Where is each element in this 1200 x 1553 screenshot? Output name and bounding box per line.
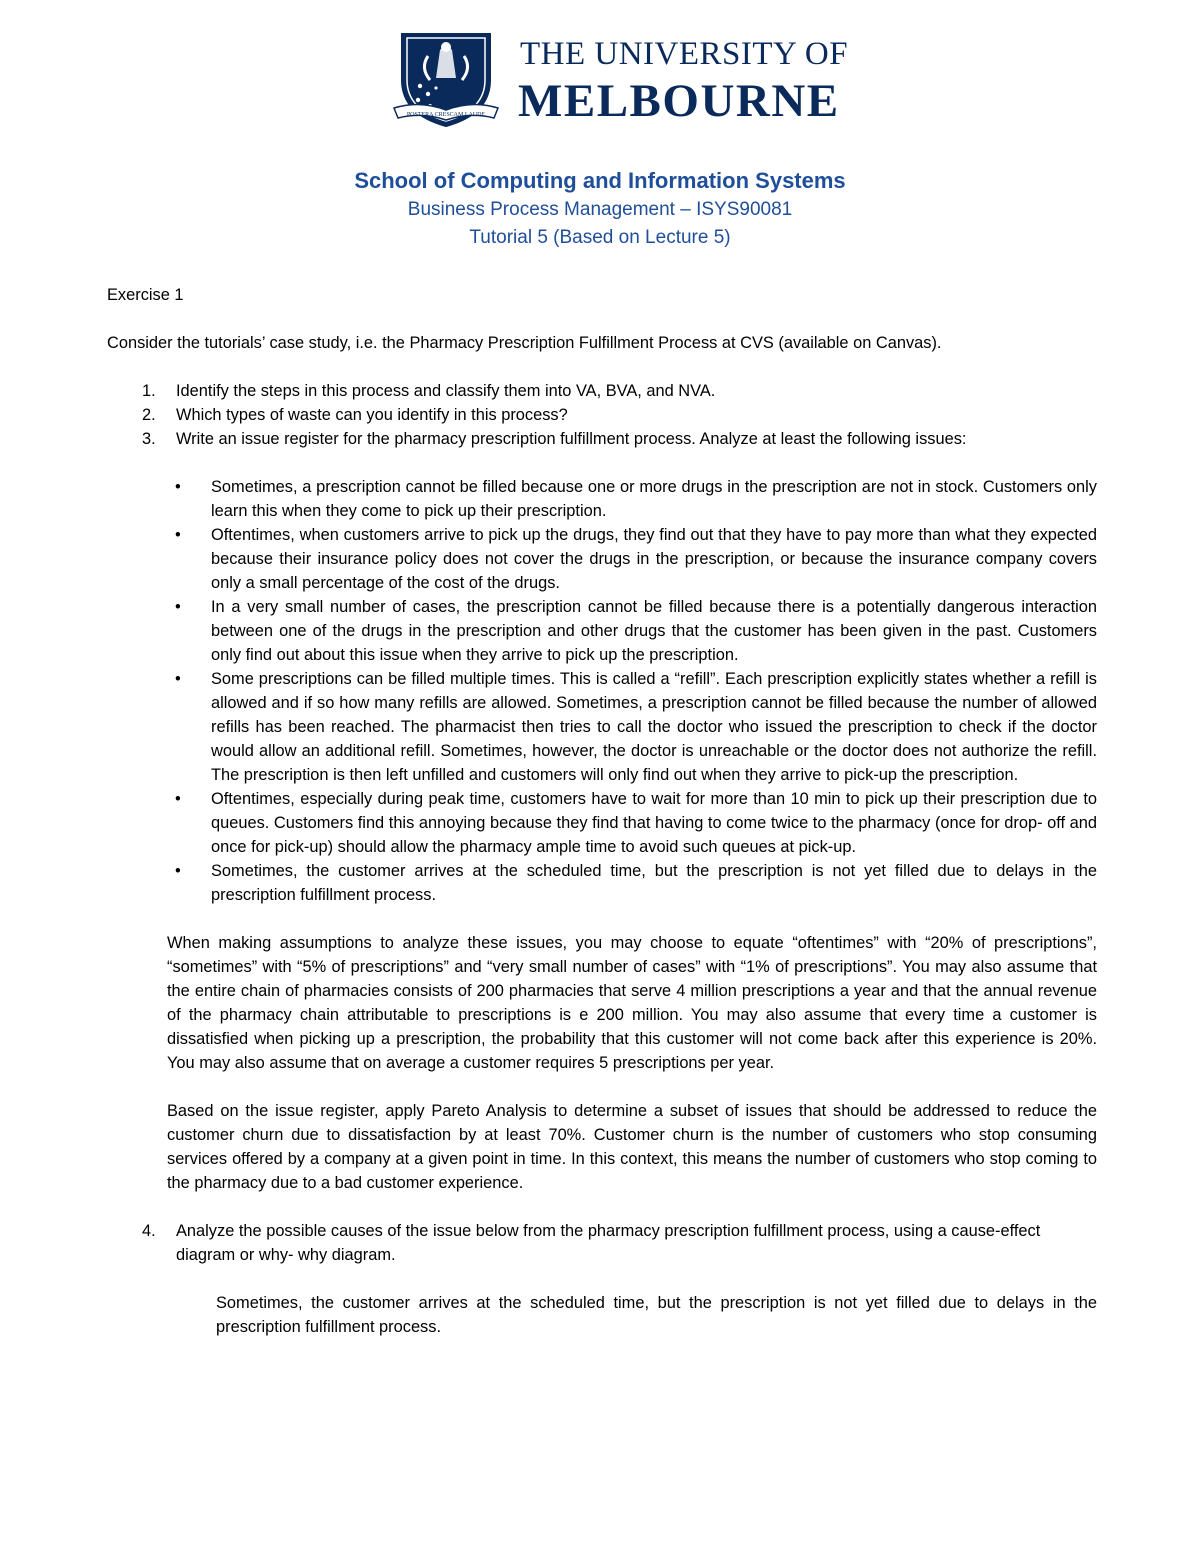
question-item — [107, 427, 1097, 451]
bullet-icon: • — [175, 790, 181, 808]
university-logo — [380, 28, 849, 128]
bullet-icon: • — [175, 862, 181, 880]
issue-item — [107, 475, 1097, 523]
issue-list — [107, 475, 1097, 907]
question-list — [107, 379, 1097, 451]
question-text: Which types of waste can you identify in this process? — [176, 406, 568, 424]
issue-item — [107, 787, 1097, 859]
question-number: 3. — [142, 430, 156, 448]
issue-text: In a very small number of cases, the prescription cannot be filled because there is a potentially dangerous interaction between one of the drugs in the prescription and other drugs that the customer has been given in the past. Customers only find out about this issue when they arrive to pick up the prescription. — [211, 598, 1097, 664]
issue-text: Sometimes, the customer arrives at the scheduled time, but the prescription is not yet filled due to delays in the prescription fulfillment process. — [211, 862, 1097, 904]
school-title: School of Computing and Information Systems — [354, 168, 846, 193]
question-text: Write an issue register for the pharmacy prescription fulfillment process. Analyze at least the following issues: — [176, 430, 967, 448]
question-item — [107, 403, 1097, 427]
tutorial-title: Tutorial 5 (Based on Lecture 5) — [469, 227, 731, 248]
bullet-icon: • — [175, 670, 181, 688]
document-body — [107, 283, 1097, 1339]
issue-quote: Sometimes, the customer arrives at the scheduled time, but the prescription is not yet filled due to delays in the prescription fulfillment process. — [216, 1294, 1097, 1336]
crest-motto: POSTERA CRESCAM LAUDE — [406, 112, 486, 118]
assumptions-paragraph: When making assumptions to analyze these issues, you may choose to equate “oftentimes” with “20% of prescriptions”, “sometimes” with “5% of prescriptions” and “very small number of cases” with “1% of prescriptions”. You may also assume that the entire chain of pharmacies consists of 200 pharmacies that serve 4 million prescriptions a year and that the annual revenue of the pharmacy chain attributable to prescriptions is e 200 million. You may also assume that every time a customer is dissatisfied when picking up a prescription, the probability that this customer will not come back after this experience is 20%. You may also assume that on average a customer requires 5 prescriptions per year. — [167, 934, 1097, 1072]
bullet-icon: • — [175, 598, 181, 616]
exercise-intro: Consider the tutorials’ case study, i.e. the Pharmacy Prescription Fulfillment Process at CVS (available on Canvas). — [107, 334, 942, 352]
question-item — [107, 379, 1097, 403]
pareto-paragraph: Based on the issue register, apply Pareto Analysis to determine a subset of issues that should be addressed to reduce the customer churn due to dissatisfaction by at least 70%. Customer churn is the number of customers who stop consuming services offered by a company at a given point in time. In this context, this means the number of customers who stop coming to the pharmacy due to a bad customer experience. — [167, 1102, 1097, 1192]
question-number: 1. — [142, 382, 156, 400]
question-text: Analyze the possible causes of the issue below from the pharmacy prescription fulfillment process, using a cause-effect diagram or why- why diagram. — [176, 1222, 1041, 1264]
issue-item — [107, 859, 1097, 907]
question-text: Identify the steps in this process and classify them into VA, BVA, and NVA. — [176, 382, 716, 400]
question-4 — [107, 1219, 1097, 1267]
issue-text: Oftentimes, especially during peak time, customers have to wait for more than 10 min to pick up their prescription due to queues. Customers find this annoying because they find that having to come twice to the pharmacy (once for drop- off and once for pick-up) should allow the pharmacy ample time to avoid such queues at pick-up. — [211, 790, 1097, 856]
issue-item — [107, 523, 1097, 595]
bullet-icon: • — [175, 526, 181, 544]
university-name-line2: MELBOURNE — [518, 75, 840, 127]
university-crest-icon — [380, 28, 510, 128]
document-titles — [0, 166, 1200, 252]
issue-item — [107, 595, 1097, 667]
exercise-title: Exercise 1 — [107, 286, 184, 304]
issue-text: Oftentimes, when customers arrive to pick up the drugs, they find out that they have to pay more than what they expected because their insurance policy does not cover the drugs in the prescription, or because the insurance company covers only a small percentage of the cost of the drugs. — [211, 526, 1097, 592]
issue-text: Sometimes, a prescription cannot be filled because one or more drugs in the prescription are not in stock. Customers only learn this when they come to pick up their prescription. — [211, 478, 1097, 520]
subject-title: Business Process Management – ISYS90081 — [407, 199, 793, 220]
issue-text: Some prescriptions can be filled multiple times. This is called a “refill”. Each prescription explicitly states whether a refill is allowed and if so how many refills are allowed. Sometimes, a prescription cannot be filled because the number of allowed refills has been reached. The pharmacist then tries to call the doctor who issued the prescription to check if the doctor would allow an additional refill. Sometimes, however, the doctor is unreachable or the doctor does not authorize the refill. The prescription is then left unfilled and customers will only find out when they arrive to pick-up the prescription. — [211, 670, 1097, 784]
university-name-line1: THE UNIVERSITY OF — [520, 36, 849, 72]
question-number: 4. — [142, 1222, 156, 1240]
issue-item — [107, 667, 1097, 787]
bullet-icon: • — [175, 478, 181, 496]
question-number: 2. — [142, 406, 156, 424]
